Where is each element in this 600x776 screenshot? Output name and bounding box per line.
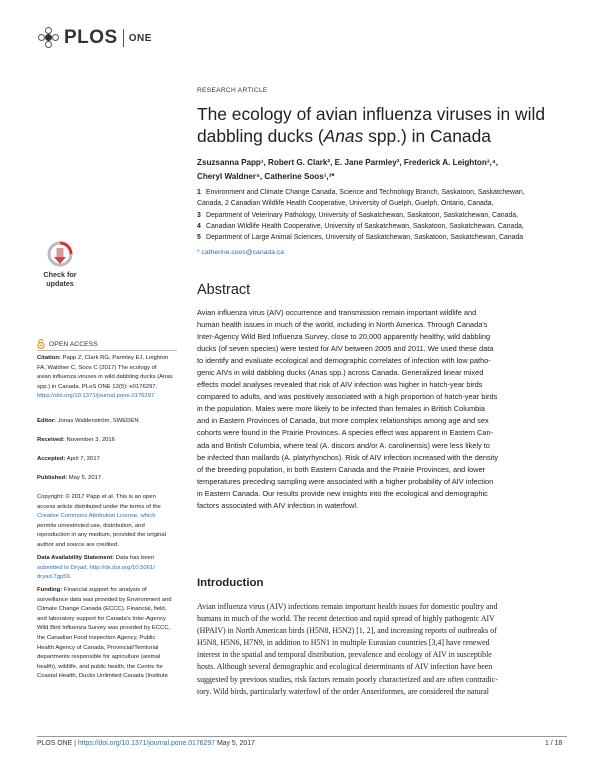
copyright-line: author and source are credited. bbox=[37, 541, 119, 548]
abstract-line: to identify and evaluate ecological and demographic correlates of infection with low patho- bbox=[197, 356, 491, 366]
data-availability-label: Data Availability Statement: bbox=[37, 555, 115, 561]
abstract-line: compared to adults, and was positively associated with a high proportion of hatch-year birds bbox=[197, 392, 498, 402]
check-label-line2: updates bbox=[46, 279, 74, 288]
data-availability-block bbox=[37, 554, 177, 583]
accepted-value: April 7, 2017 bbox=[65, 456, 100, 462]
abstract-line: ada and British Columbia, where teal (A. discors and/or A. carolinensis) were less likely to bbox=[197, 440, 490, 450]
open-lock-icon bbox=[37, 339, 45, 349]
published-line bbox=[37, 474, 177, 484]
introduction-heading: Introduction bbox=[197, 577, 264, 589]
footer-doi-link[interactable]: https://doi.org/10.1371/journal.pone.0176297 bbox=[77, 740, 216, 747]
logo-journal-text: ONE bbox=[128, 32, 152, 44]
intro-line: suggested by previous studies, risk factors remain poorly characterized and are often contradic- bbox=[197, 674, 498, 684]
copyright-line: access article distributed under the terms of the bbox=[37, 503, 161, 510]
title-italic: Anas bbox=[323, 126, 364, 146]
funding-line: Coastal Health, Ducks Unlimited Canada (Institute bbox=[37, 673, 168, 680]
dryad-link-cont[interactable]: dryad.7gp59. bbox=[37, 574, 72, 581]
abstract-line: and in Eastern Provinces of Canada, but more complex relationships among age and sex bbox=[197, 416, 489, 426]
plos-logo-icon bbox=[38, 27, 60, 49]
funding-line: surveillance data was provided by Environment and bbox=[37, 596, 172, 603]
affiliation-item: 5 Department of Large Animal Sciences, University of Saskatchewan, Saskatoon, Saskatchewan, Canada bbox=[197, 234, 524, 242]
check-label-line1: Check for bbox=[43, 270, 77, 279]
affiliation-item: Canada, 2 Canadian Wildlife Health Cooperative, University of Guelph, Guelph, Ontario, Canada, bbox=[197, 200, 494, 208]
received-line bbox=[37, 436, 177, 446]
editor-line bbox=[37, 417, 177, 427]
plos-one-logo bbox=[38, 26, 152, 50]
affiliations bbox=[197, 187, 577, 243]
affiliation-item: 1 Environment and Climate Change Canada, Science and Technology Branch, Saskatoon, Saskatchewan, bbox=[197, 189, 525, 196]
funding-label: Funding: bbox=[37, 587, 63, 593]
published-label: Published: bbox=[37, 475, 68, 481]
citation-label: Citation: bbox=[37, 355, 61, 361]
title-part: The ecology of avian influenza viruses in wild dabbling ducks ( bbox=[197, 104, 545, 146]
citation-line: FA, Waldner C, Soos C (2017) The ecology of bbox=[37, 364, 157, 371]
copyright-line: Copyright: © 2017 Papp et al. This is an open bbox=[37, 494, 156, 500]
footer-date: May 5, 2017 bbox=[215, 740, 255, 747]
editor-label: Editor: bbox=[37, 418, 56, 424]
footer-separator: | bbox=[72, 740, 78, 747]
logo-divider bbox=[123, 29, 124, 47]
funding-line: Wild Bird Influenza Survey was provided by ECCC, bbox=[37, 625, 171, 632]
corresponding-email[interactable]: * catherine.soos@canada.ca bbox=[197, 249, 285, 256]
received-value: November 3, 2016 bbox=[64, 437, 115, 443]
intro-line: (HPAIV) in North American birds (H5N8, H5N2) [1, 2], and increasing reports of outbreaks of bbox=[197, 626, 497, 636]
footer-citation bbox=[37, 740, 255, 747]
article-type-label: RESEARCH ARTICLE bbox=[197, 87, 268, 94]
funding-line: Climate Change Canada (ECCC). Financial, field, bbox=[37, 606, 167, 613]
intro-line: hosts. Although several demographic and ecological determinants of AIV infection have been bbox=[197, 662, 493, 672]
data-availability-line: Data has been bbox=[114, 555, 155, 561]
intro-line: H5N8, H5N6, H7N9, in addition to H5N1 in multiple Eurasian countries [3,4] have renewed bbox=[197, 638, 490, 648]
abstract-line: human health issues in much of the world, including in North America. Through Canada's bbox=[197, 320, 488, 330]
citation-block bbox=[37, 354, 177, 402]
check-for-updates-label[interactable] bbox=[37, 270, 83, 288]
dryad-link[interactable]: submitted to Dryad, http://dx.doi.org/10.5061/ bbox=[37, 564, 155, 571]
received-label: Received: bbox=[37, 437, 65, 443]
funding-line: the Canadian Food Inspection Agency, Public bbox=[37, 634, 156, 641]
abstract-line: of the breeding population, in both Eastern Canada and the Prairie Provinces, and lower bbox=[197, 464, 486, 474]
accepted-line bbox=[37, 455, 177, 465]
editor-value: Jonas Waldenström, SWEDEN bbox=[55, 418, 139, 424]
affiliation-item: 4 Canadian Wildlife Health Cooperative, University of Saskatchewan, Saskatoon, Saskatchewan, Canada, bbox=[197, 222, 524, 230]
funding-block bbox=[37, 586, 177, 682]
abstract-heading: Abstract bbox=[197, 282, 251, 298]
introduction-body bbox=[197, 601, 567, 698]
abstract-line: in Eastern Canada. Our results provide new insights into the ecological and demographic bbox=[197, 488, 488, 498]
abstract-line: in the population. Males were more likely to be infected than females in British Columbia bbox=[197, 404, 485, 414]
copyright-line: permits unrestricted use, distribution, and bbox=[37, 522, 145, 529]
funding-line: and laboratory support for Canada's Inter-Agency bbox=[37, 615, 166, 622]
funding-line: Health Agency of Canada, Provincial/Territorial bbox=[37, 644, 159, 651]
abstract-line: Inter-Agency Wild Bird Influenza Survey, close to 20,000 apparently healthy, wild dabbling bbox=[197, 332, 491, 342]
abstract-line: be infected than mallards (A. platyrhynchos). Risk of AIV infection increased with the density bbox=[197, 452, 499, 462]
citation-line: Papp Z, Clark RG, Parmley EJ, Leighton bbox=[60, 355, 169, 361]
abstract-line: factors associated with AIV infection in waterfowl. bbox=[197, 500, 359, 510]
footer-divider bbox=[37, 736, 567, 737]
title-part: spp.) in Canada bbox=[363, 126, 491, 146]
footer-journal: PLOS ONE bbox=[37, 740, 73, 747]
copyright-block bbox=[37, 493, 177, 551]
copyright-line: reproduction in any medium, provided the original bbox=[37, 532, 167, 539]
open-access-label: OPEN ACCESS bbox=[49, 340, 98, 348]
abstract-line: effects model analyses revealed that risk of AIV infection was higher in hatch-year birds bbox=[197, 380, 483, 390]
funding-line: Financial support for analysis of bbox=[62, 587, 147, 593]
citation-doi-link[interactable]: https://doi.org/10.1371/journal.pone.0176297 bbox=[37, 393, 155, 400]
citation-line: spp.) in Canada. PLoS ONE 12(5): e0176297. bbox=[37, 383, 158, 390]
logo-plos-text: PLOS bbox=[64, 27, 118, 48]
page-number: 1 / 18 bbox=[545, 740, 563, 747]
published-value: May 5, 2017 bbox=[67, 475, 102, 481]
intro-line: humans in much of the world. The recent detection and rapid spread of highly pathogenic AIV bbox=[197, 614, 495, 624]
affiliation-item: 3 Department of Veterinary Pathology, University of Saskatchewan, Saskatoon, Saskatchewan, Canada, bbox=[197, 211, 519, 219]
abstract-line: Avian influenza virus (AIV) occurrence and transmission remain important wildlife and bbox=[197, 308, 477, 317]
abstract-line: ducks (of seven species) were tested for AIV between 2005 and 2011. We used these data bbox=[197, 344, 494, 354]
license-link[interactable]: Creative Commons Attribution License, which bbox=[37, 513, 156, 520]
abstract-line: temperatures preceding sampling were associated with a higher probability of AIV infection bbox=[197, 476, 494, 486]
author-line: Zsuzsanna Papp¹, Robert G. Clark², E. Jane Parmley², Frederick A. Leighton³,⁴, bbox=[197, 158, 498, 167]
intro-line: tory. Wild birds, particularly waterfowl of the order Anseriformes, are considered the natural bbox=[197, 686, 489, 696]
article-title bbox=[197, 103, 567, 147]
abstract-line: genic AIVs in wild dabbling ducks (Anas spp.) across Canada. Generalized linear mixed bbox=[197, 368, 484, 378]
abstract-body bbox=[197, 307, 569, 512]
intro-line: interest in the spatial and temporal distribution, prevalence and ecology of AIV in susceptible bbox=[197, 650, 492, 660]
funding-line: health), wildlife, and public health, the Centre for bbox=[37, 663, 164, 670]
intro-line: Avian influenza virus (AIV) infections remain important health issues for domestic poultry and bbox=[197, 602, 498, 611]
open-access-badge bbox=[37, 339, 98, 349]
accepted-label: Accepted: bbox=[37, 456, 66, 462]
citation-line: avian influenza viruses in wild dabbling ducks (Anas bbox=[37, 374, 173, 381]
sidebar-divider bbox=[37, 350, 177, 351]
funding-line: departments responsible for agriculture (animal bbox=[37, 654, 161, 661]
author-list bbox=[197, 156, 567, 183]
abstract-line: cohorts were found in the Prairie Provinces. A species effect was apparent in Eastern Can- bbox=[197, 428, 494, 438]
author-line: Cheryl Waldner⁵, Catherine Soos¹,³* bbox=[197, 171, 335, 181]
